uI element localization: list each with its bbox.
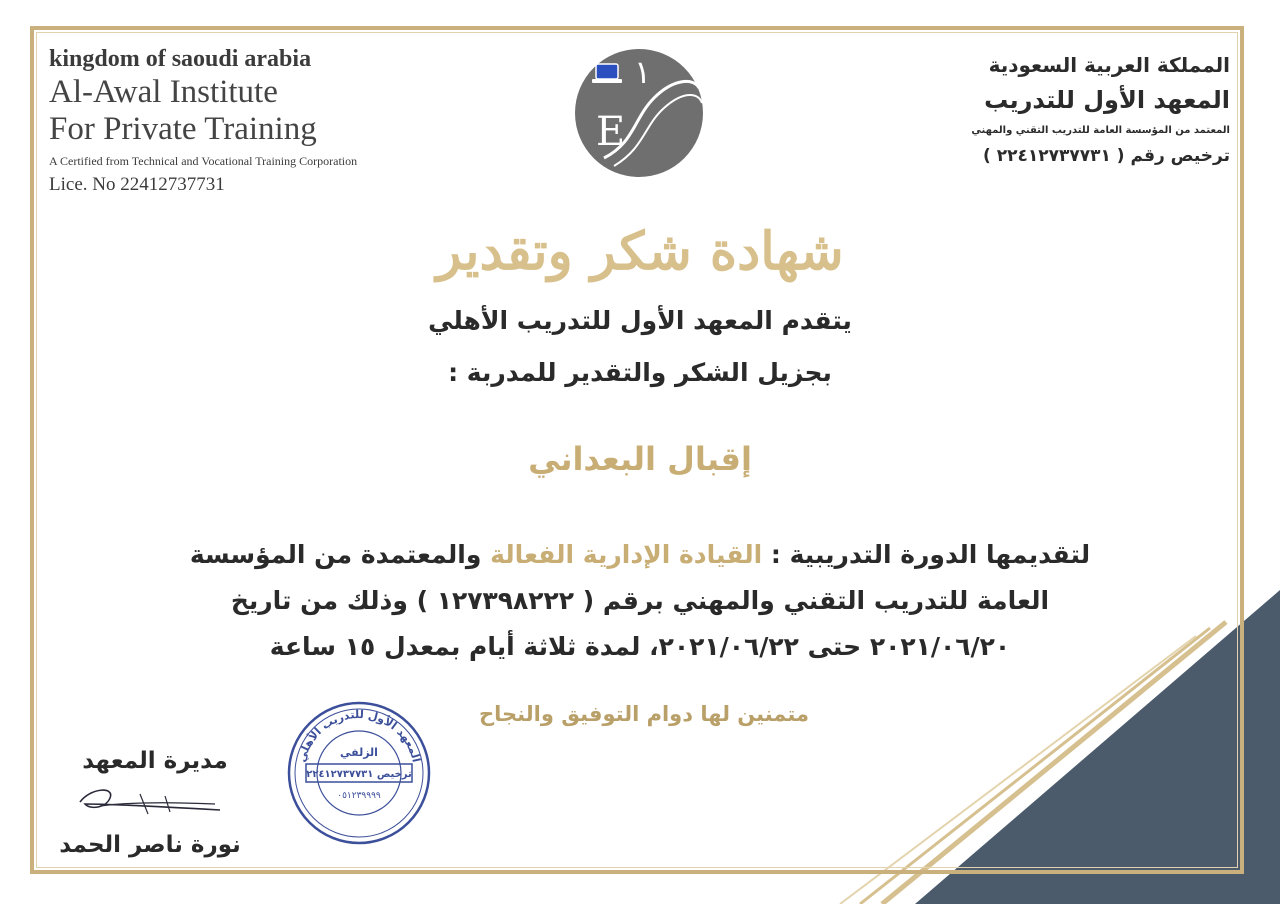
stamp-outer-text: المعهد الأول للتدريب الأهلي <box>295 707 423 764</box>
header-license-en: Lice. No 22412737731 <box>49 174 225 195</box>
course-name: القيادة الإدارية الفعالة <box>490 540 763 569</box>
stamp-license: ترخيص ٢٢٤١٢٧٣٧٧٣١ <box>306 769 412 780</box>
header-institute-en-1: Al-Awal Institute <box>49 74 278 110</box>
laptop-icon <box>592 64 622 83</box>
header-right <box>870 50 1230 170</box>
header-accredited-ar: المعتمد من المؤسسة العامة للتدريب التقني والمهني <box>971 125 1230 136</box>
body-prefix: لتقديمها الدورة التدريبية : <box>770 540 1091 569</box>
body-line-1 <box>160 532 1120 578</box>
institute-logo <box>574 48 704 178</box>
trainee-name: إقبال البعداني <box>528 440 752 478</box>
body-line-3: ٢٠٢١/٠٦/٢٠ حتى ٢٠٢١/٠٦/٢٢، لمدة ثلاثة أيام بمعدل ١٥ ساعة <box>269 632 1011 661</box>
header-license-ar: ترخيص رقم ( ٢٢٤١٢٧٣٧٧٣١ ) <box>983 146 1230 166</box>
logo-numeral: ١ <box>634 53 652 91</box>
header-left <box>49 44 429 198</box>
body-line-2: العامة للتدريب التقني والمهني برقم ( ١٢٧٣٩٨٢٢٢ ) وذلك من تاريخ <box>230 586 1050 615</box>
stamp-phone: ٠٥١٢٣٩٩٩٩ <box>337 791 381 801</box>
intro-line-1: يتقدم المعهد الأول للتدريب الأهلي <box>428 306 852 335</box>
signature-title: مديرة المعهد <box>82 748 228 774</box>
header-country-ar: المملكة العربية السعودية <box>988 53 1230 77</box>
body-suffix: والمعتمدة من المؤسسة <box>189 540 482 569</box>
intro-line-2: بجزيل الشكر والتقدير للمدربة : <box>448 358 832 387</box>
header-country-en: kingdom of saoudi arabia <box>49 46 312 72</box>
header-institute-en-2: For Private Training <box>49 111 317 147</box>
header-certified-en: A Certified from Technical and Vocational Training Corporation <box>49 154 358 168</box>
stamp-city: الزلفي <box>340 746 378 759</box>
certificate-body <box>160 532 1120 670</box>
signature-name: نورة ناصر الحمد <box>59 832 241 858</box>
signature-scribble <box>70 780 230 820</box>
certificate-title: شهادة شكر وتقدير <box>436 221 844 282</box>
header-institute-ar: المعهد الأول للتدريب <box>984 86 1230 114</box>
logo-letter: E <box>596 109 626 155</box>
official-stamp <box>286 700 432 846</box>
wish-text: متمنين لها دوام التوفيق والنجاح <box>479 702 809 726</box>
